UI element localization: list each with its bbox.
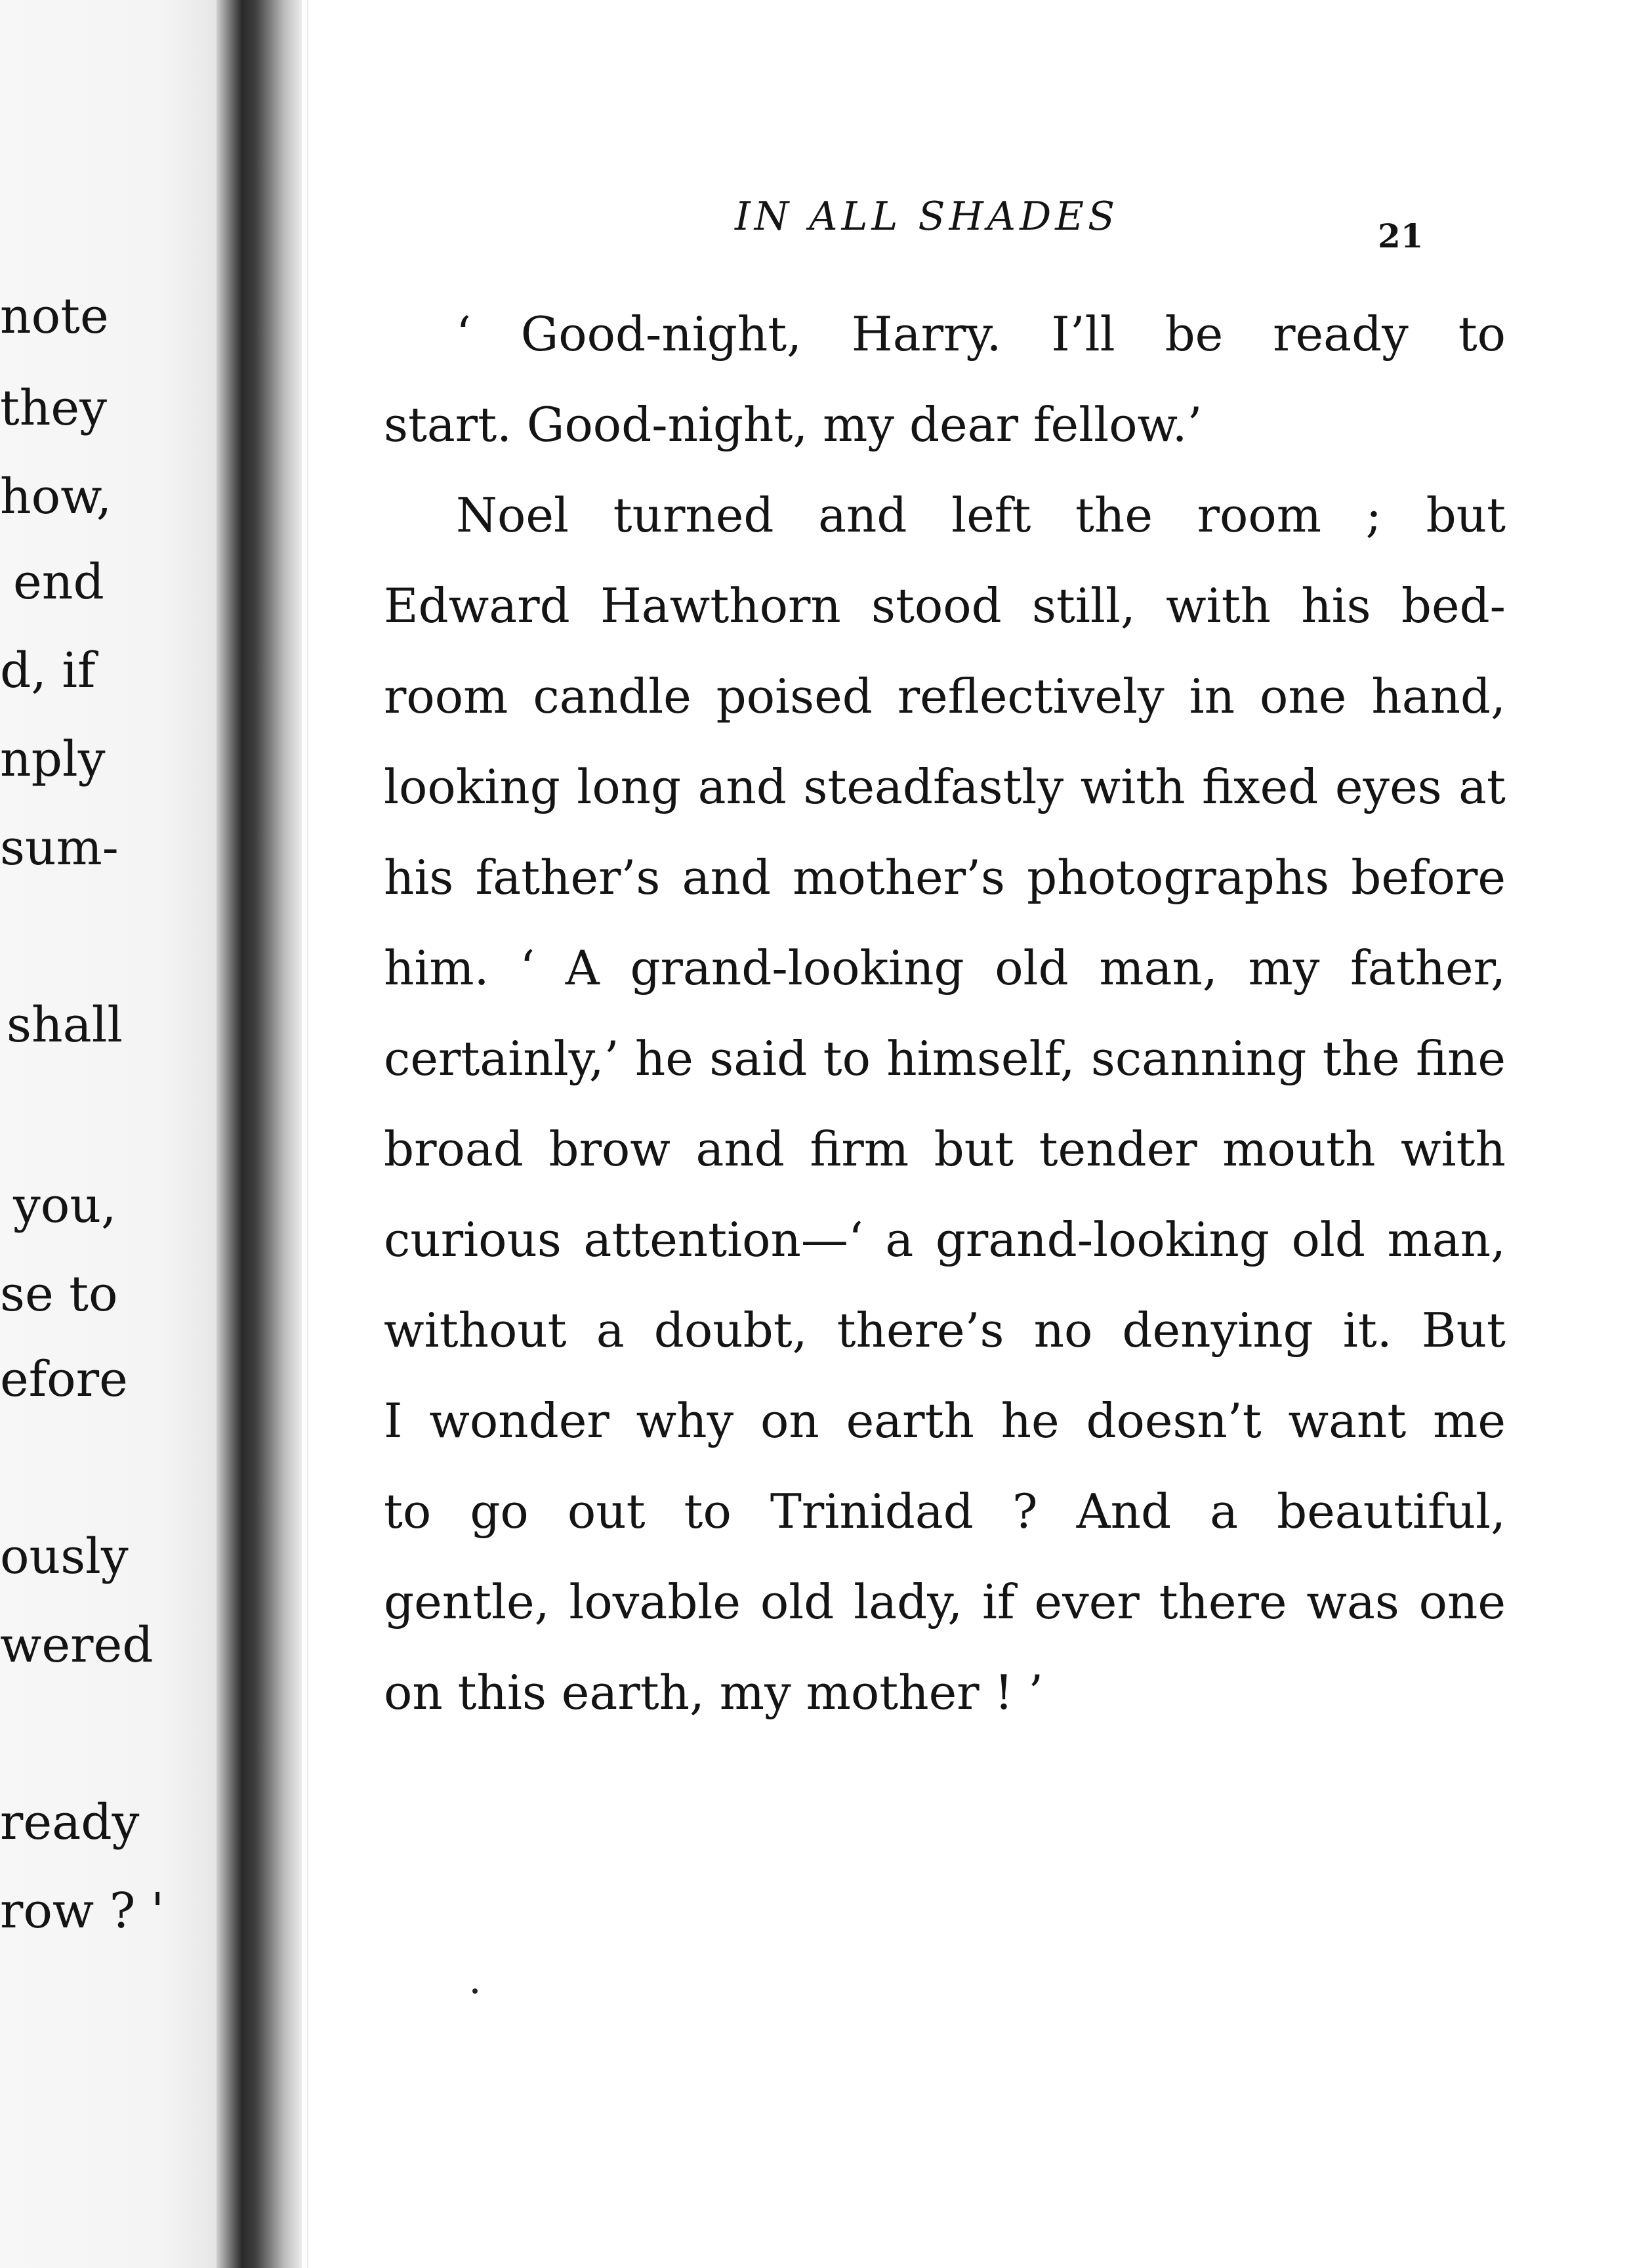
text-line: broad brow and firm but tender mouth with: [384, 1122, 1506, 1177]
left-page-fragment: se to: [0, 1266, 118, 1322]
left-page-fragment: row ? ': [0, 1883, 165, 1939]
left-page-fragment: ready: [0, 1794, 140, 1851]
running-head: IN ALL SHADES: [735, 194, 1119, 240]
left-page-fragment: ously: [0, 1528, 129, 1585]
body-text: [384, 289, 1506, 1738]
text-line: Edward Hawthorn stood still, with his bed-: [384, 578, 1506, 633]
left-facing-page: [0, 0, 230, 2268]
text-line: without a doubt, there’s no denying it. But: [384, 1303, 1506, 1358]
text-line: to go out to Trinidad ? And a beautiful,: [384, 1484, 1506, 1539]
page-number: 21: [1378, 217, 1424, 255]
left-page-fragment: efore: [0, 1351, 128, 1408]
left-page-fragment: d, if: [0, 642, 96, 699]
left-page-fragment: note: [0, 288, 109, 345]
text-line: curious attention—‘ a grand-looking old man,: [384, 1212, 1506, 1267]
text-line: him. ‘ A grand-looking old man, my father,: [384, 940, 1506, 996]
text-line: start. Good-night, my dear fellow.’: [384, 397, 1203, 452]
left-page-fragment: sum-: [0, 820, 119, 876]
left-page-fragment: end: [13, 554, 104, 610]
left-page-fragment: nply: [0, 731, 106, 788]
left-page-fragment: shall: [7, 997, 123, 1053]
text-line: gentle, lovable old lady, if ever there was one: [384, 1574, 1506, 1629]
left-page-fragment: how,: [0, 469, 112, 525]
text-line: certainly,’ he said to himself, scanning the fine: [384, 1031, 1506, 1086]
text-line: looking long and steadfastly with fixed eyes at: [384, 759, 1506, 814]
binding-gutter-shadow: [217, 0, 302, 2268]
text-line: on this earth, my mother ! ’: [384, 1665, 1044, 1720]
text-line: ‘ Good-night, Harry. I’ll be ready to: [456, 306, 1506, 362]
ink-speck: [472, 1988, 478, 1994]
text-line: his father’s and mother’s photographs before: [384, 850, 1506, 905]
left-page-fragment: you,: [13, 1177, 117, 1234]
left-page-fragment: wered: [0, 1617, 154, 1673]
right-page: [308, 0, 1652, 2268]
text-line: Noel turned and left the room ; but: [456, 488, 1506, 543]
text-line: room candle poised reflectively in one hand,: [384, 669, 1506, 724]
text-line: I wonder why on earth he doesn’t want me: [384, 1393, 1506, 1448]
left-page-fragment: they: [0, 380, 107, 436]
